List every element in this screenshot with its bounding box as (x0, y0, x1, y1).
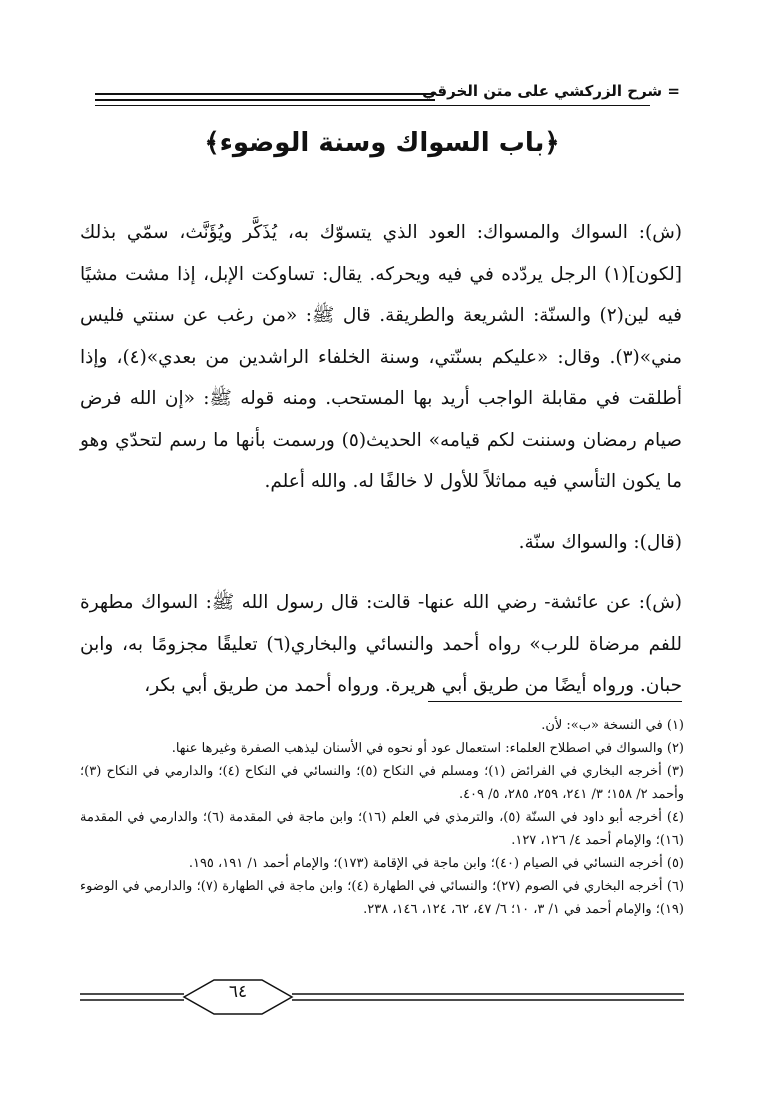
commentary-paragraph: (ش): عن عائشة- رضي الله عنها- قالت: قال رسول الله ﷺ: السواك مطهرة للفم مرضاة للرب» رواه أحمد والنسائي والبخاري(٦) تعليقًا مجزومًا به، وابن حبان. ورواه أيضًا من طريق أبي هريرة. ورواه أحمد من طريق أبي بكر، (80, 592, 682, 696)
matn-line: (قال): والسواك سنّة. (518, 531, 682, 553)
commentary-paragraph: (ش): السواك والمسواك: العود الذي يتسوّك به، يُذَكَّر ويُؤَنَّث، سمّي بذلك [لكون](١) الرجل يردّده في فيه ويحركه. يقال: تساوكت الإبل، إذا مشت مشيًا فيه لين(٢) والسنّة: الشريعة والطريقة. قال ﷺ: «من رغب عن سنتي فليس مني»(٣). وقال: «عليكم بسنّتي، وسنة الخلفاء الراشدين من بعدي»(٤)، وإذا أطلقت في مقابلة الواجب أريد بها المستحب. ومنه قوله ﷺ: «إن الله فرض صيام رمضان وسننت لكم قيامه» الحديث(٥) ورسمت بأنها ما رسم لتحدّي وهو ما يكون التأسي فيه مماثلاً للأول لا خالفًا له. والله أعلم. (80, 222, 682, 492)
book-title: شرح الزركشي على متن الخرقي (422, 82, 663, 100)
chapter-title: ﴿باب السواك وسنة الوضوء﴾ (204, 128, 560, 158)
main-text (80, 212, 682, 707)
running-header (95, 80, 680, 108)
header-rule (95, 105, 650, 106)
footnote-separator (428, 701, 682, 702)
footnote: (٥) أخرجه النسائي في الصيام (٤٠)؛ وابن ماجة في الإقامة (١٧٣)؛ والإمام أحمد ١/ ١٩١، ١٩٥. (188, 856, 684, 871)
footnotes (80, 714, 684, 921)
header-rule (95, 93, 435, 95)
footnote: (٤) أخرجه أبو داود في السنّة (٥)، والترمذي في العلم (١٦)؛ وابن ماجة في المقدمة (٦)؛ والدارمي في المقدمة (١٦)؛ والإمام أحمد ٤/ ١٢٦، ١٢٧. (80, 810, 684, 848)
footnote: (٦) أخرجه البخاري في الصوم (٢٧)؛ والنسائي في الطهارة (٤)؛ وابن ماجة في الطهارة (٧)؛ والدارمي في الوضوء (١٩)؛ والإمام أحمد في ١/ ٣، ١٠؛ ٦/ ٤٧، ٦٢، ١٢٤، ١٤٦، ٢٣٨. (80, 879, 685, 917)
footnote: (١) في النسخة «ب»: لأن. (541, 718, 684, 733)
header-marker: = (667, 82, 680, 100)
page-number: ٦٤ (228, 982, 248, 1002)
footnote: (٢) والسواك في اصطلاح العلماء: استعمال عود أو نحوه في الأسنان ليذهب الصفرة وغيرها عنها. (171, 741, 684, 756)
page-footer (80, 968, 684, 1028)
running-header-title (422, 82, 680, 100)
header-rule (95, 99, 435, 101)
footer-ornament (80, 968, 684, 1028)
footnote: (٣) أخرجه البخاري في الفرائض (١)؛ ومسلم في النكاح (٥)؛ والنسائي في النكاح (٤)؛ والدارمي في النكاح (٣)؛ وأحمد ٢/ ١٥٨؛ ٣/ ٢٤١، ٢٥٩، ٢٨٥، ٥/ ٤٠٩. (80, 764, 684, 802)
